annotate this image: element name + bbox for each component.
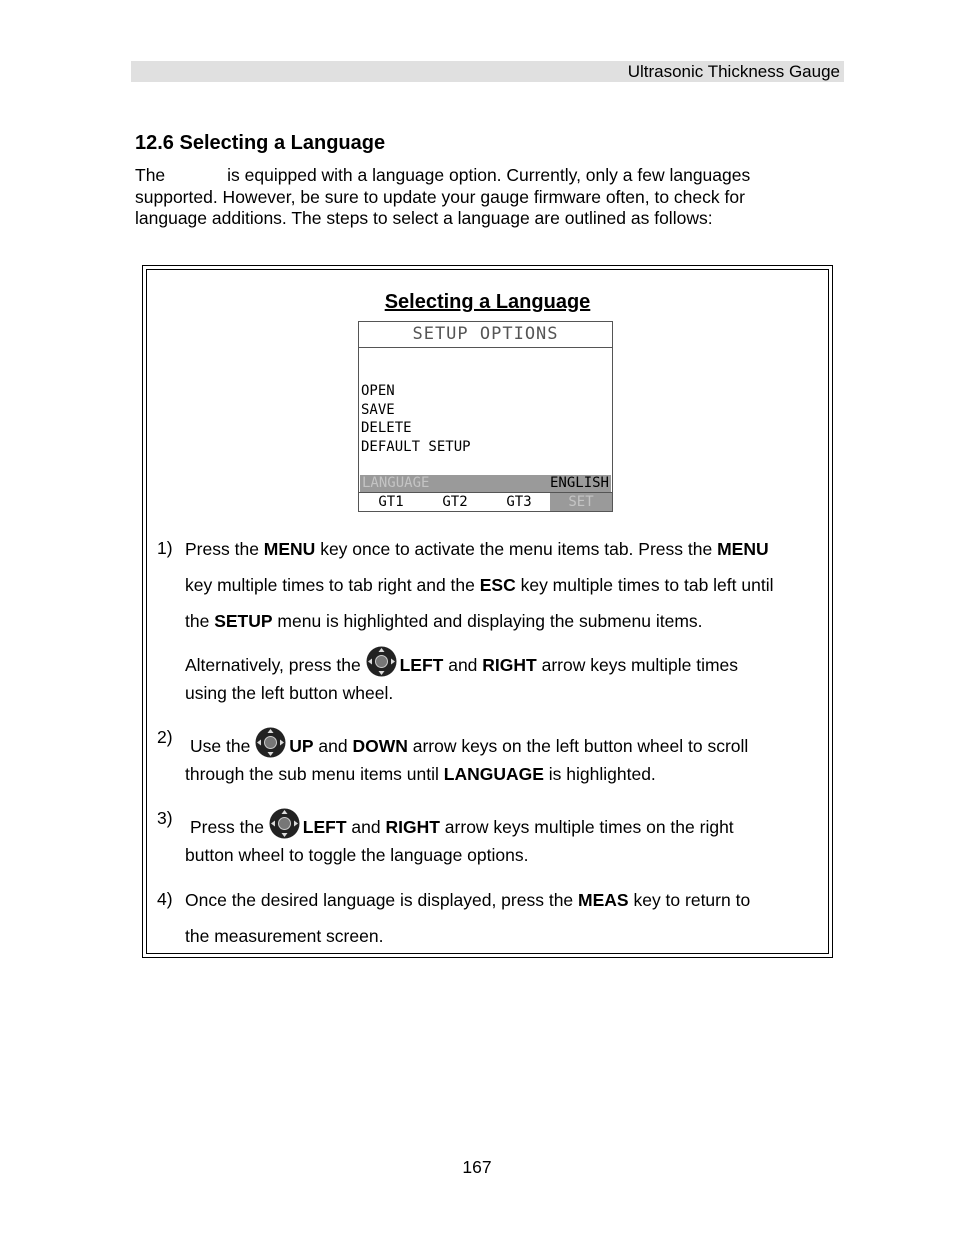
screen-menu-item: DEFAULT SETUP [361, 438, 471, 455]
step-1-line-4: Alternatively, press the LEFT and RIGHT arrow keys multiple times [185, 646, 738, 677]
gauge-screen [358, 321, 613, 512]
header-title: Ultrasonic Thickness Gauge [627, 62, 840, 81]
screen-menu-item: DELETE [361, 420, 412, 436]
screen-menu-item: SAVE [361, 401, 395, 418]
intro-line-1b: is equipped with a language option. Currently, only a few languages [227, 165, 751, 185]
step-2-line-1: Use the UP and DOWN arrow keys on the left button wheel to scroll [190, 727, 748, 758]
intro-line-2: supported. However, be sure to update your gauge firmware often, to check for [135, 186, 745, 207]
step-2-line-2: through the sub menu items until LANGUAGE is highlighted. [185, 764, 656, 784]
step-1-line-5: using the left button wheel. [185, 683, 394, 703]
screen-tab-gt2: GT2 [442, 494, 468, 510]
page-number: 167 [462, 1157, 492, 1177]
step-4-number: 4) [157, 889, 173, 909]
step-1-line-3: the SETUP menu is highlighted and displaying the submenu items. [185, 611, 703, 631]
step-1-line-1: Press the MENU key once to activate the menu items tab. Press the MENU [185, 539, 769, 559]
button-wheel-icon [366, 646, 397, 677]
step-2-number: 2) [157, 727, 173, 747]
step-3-number: 3) [157, 808, 173, 828]
button-wheel-icon [269, 808, 300, 839]
procedure-box [142, 265, 833, 958]
intro-line-1a: The [135, 165, 166, 185]
language-label: LANGUAGE [362, 475, 430, 491]
screen-menu-item: OPEN [361, 383, 395, 399]
button-wheel-icon [255, 727, 286, 758]
intro-line-1 [135, 165, 825, 187]
section-title: 12.6 Selecting a Language [135, 132, 386, 154]
step-3-line-1: Press the LEFT and RIGHT arrow keys multiple times on the right [190, 808, 734, 839]
screen-tab-bar [359, 492, 612, 511]
screen-tab-gt3: GT3 [506, 494, 532, 510]
step-3-line-2: button wheel to toggle the language options. [185, 845, 529, 865]
screen-tab-set: SET [550, 493, 612, 511]
screen-tab-gt1: GT1 [378, 494, 404, 510]
step-4-line-1: Once the desired language is displayed, press the MEAS key to return to [185, 890, 751, 910]
step-1-line-2: key multiple times to tab right and the ESC key multiple times to tab left until [185, 575, 774, 595]
procedure-title: Selecting a Language [384, 291, 591, 313]
intro-line-3: language additions. The steps to select a language are outlined as follows: [135, 208, 713, 228]
running-header [131, 61, 844, 82]
intro-paragraph [135, 165, 825, 230]
screen-menu-list [361, 382, 471, 456]
step-4-line-2: the measurement screen. [185, 926, 384, 946]
screen-title: SETUP OPTIONS [359, 322, 612, 348]
language-value: ENGLISH [549, 475, 609, 491]
screen-language-row [360, 475, 611, 492]
step-1-number: 1) [157, 538, 173, 558]
